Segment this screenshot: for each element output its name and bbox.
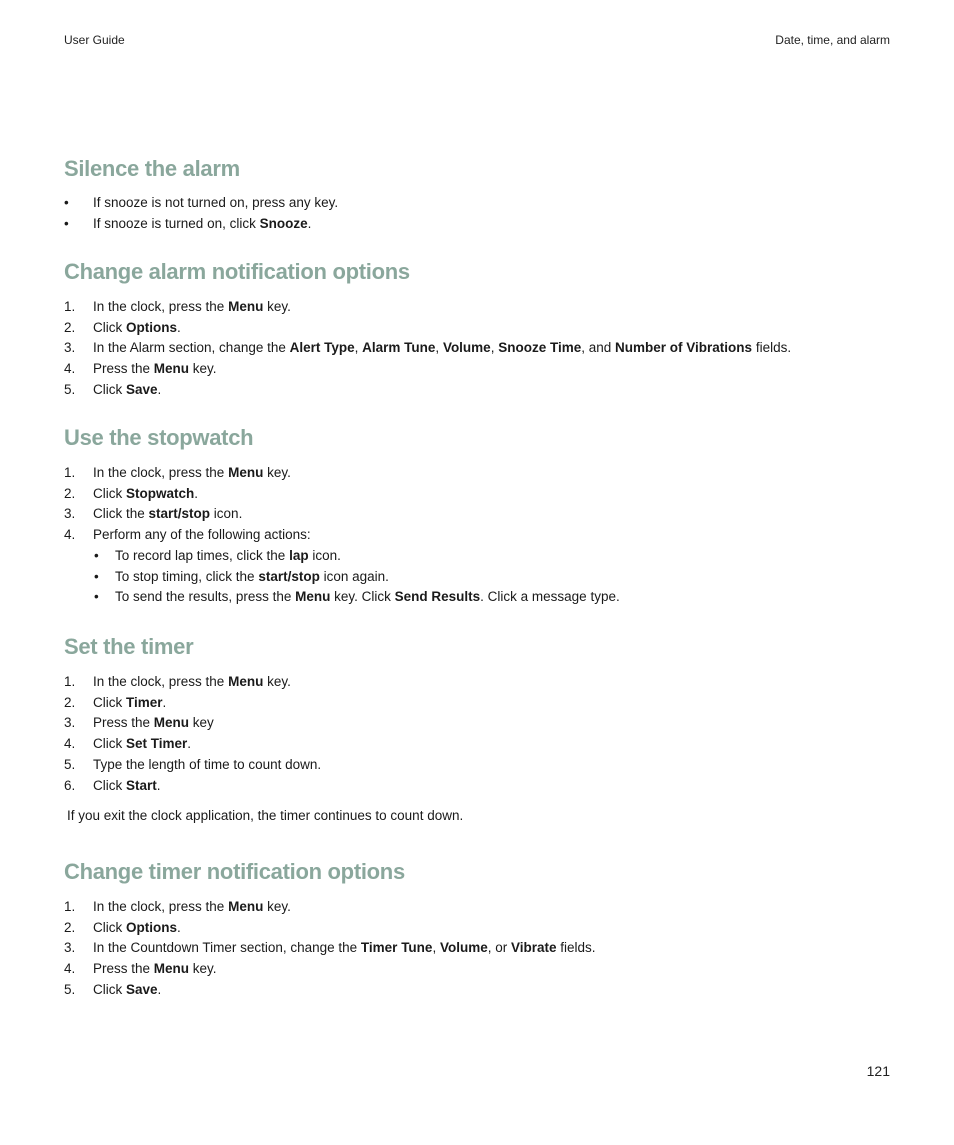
step-number: 3. bbox=[64, 506, 76, 522]
list-item: 6. Click Start. bbox=[64, 776, 321, 797]
step-number: 4. bbox=[64, 527, 76, 543]
list-item: 1. In the clock, press the Menu key. bbox=[64, 463, 620, 484]
note-paragraph: If you exit the clock application, the timer continues to count down. bbox=[67, 808, 464, 823]
section-title: Silence the alarm bbox=[64, 156, 240, 181]
step-number: 3. bbox=[64, 940, 76, 956]
list-item: • If snooze is turned on, click Snooze. bbox=[64, 214, 338, 235]
step-number: 4. bbox=[64, 961, 76, 977]
list-item: 1. In the clock, press the Menu key. bbox=[64, 297, 791, 318]
list-item: 2. Click Options. bbox=[64, 918, 596, 939]
list-item: • If snooze is not turned on, press any key. bbox=[64, 193, 338, 214]
step-number: 6. bbox=[64, 777, 76, 793]
list-item: 1. In the clock, press the Menu key. bbox=[64, 672, 321, 693]
numbered-list bbox=[64, 463, 620, 608]
bullet-marker: • bbox=[64, 195, 69, 210]
step-number: 5. bbox=[64, 756, 76, 772]
step-number: 5. bbox=[64, 981, 76, 997]
list-item: 3. Press the Menu key bbox=[64, 713, 321, 734]
numbered-list bbox=[64, 897, 596, 1001]
list-item: 5. Click Save. bbox=[64, 980, 596, 1001]
step-number: 2. bbox=[64, 319, 76, 335]
bullet-marker: • bbox=[94, 589, 99, 605]
step-number: 4. bbox=[64, 361, 76, 377]
step-number: 5. bbox=[64, 381, 76, 397]
section-title: Change alarm notification options bbox=[64, 259, 410, 284]
step-number: 2. bbox=[64, 919, 76, 935]
list-item: 3. In the Countdown Timer section, change the Timer Tune, Volume, or Vibrate fields. bbox=[64, 938, 596, 959]
list-item: 4. Click Set Timer. bbox=[64, 734, 321, 755]
numbered-list bbox=[64, 297, 791, 401]
sub-list-item: • To send the results, press the Menu key. Click Send Results. Click a message type. bbox=[64, 587, 620, 608]
step-number: 2. bbox=[64, 694, 76, 710]
sub-list-item: • To record lap times, click the lap icon. bbox=[64, 546, 620, 567]
page-number: 121 bbox=[866, 1063, 890, 1079]
running-header-left: User Guide bbox=[64, 33, 125, 47]
section-title: Use the stopwatch bbox=[64, 425, 254, 450]
section-title: Set the timer bbox=[64, 634, 194, 659]
list-item: 5. Click Save. bbox=[64, 380, 791, 401]
step-number: 1. bbox=[64, 674, 76, 689]
step-number: 4. bbox=[64, 736, 76, 752]
list-item: 1. In the clock, press the Menu key. bbox=[64, 897, 596, 918]
step-number: 1. bbox=[64, 465, 76, 480]
list-item: 2. Click Stopwatch. bbox=[64, 484, 620, 505]
step-number: 3. bbox=[64, 715, 76, 731]
bullet-marker: • bbox=[94, 547, 99, 563]
sub-list-item: • To stop timing, click the start/stop icon again. bbox=[64, 567, 620, 588]
list-item: 3. In the Alarm section, change the Alert Type, Alarm Tune, Volume, Snooze Time, and Number of Vibrations fields. bbox=[64, 338, 791, 359]
step-number: 3. bbox=[64, 340, 76, 356]
bullet-marker: • bbox=[64, 215, 69, 231]
running-header-right: Date, time, and alarm bbox=[775, 33, 890, 47]
numbered-list bbox=[64, 672, 321, 796]
list-item: 3. Click the start/stop icon. bbox=[64, 504, 620, 525]
section-title: Change timer notification options bbox=[64, 859, 405, 884]
step-number: 1. bbox=[64, 299, 76, 314]
list-item: 2. Click Options. bbox=[64, 318, 791, 339]
bullet-marker: • bbox=[94, 568, 99, 584]
list-item: 2. Click Timer. bbox=[64, 693, 321, 714]
bullet-list bbox=[64, 193, 338, 234]
list-item: 5. Type the length of time to count down. bbox=[64, 755, 321, 776]
list-item: 4. Perform any of the following actions: bbox=[64, 525, 620, 546]
step-number: 1. bbox=[64, 899, 76, 914]
list-item: 4. Press the Menu key. bbox=[64, 359, 791, 380]
step-number: 2. bbox=[64, 485, 76, 501]
list-item: 4. Press the Menu key. bbox=[64, 959, 596, 980]
